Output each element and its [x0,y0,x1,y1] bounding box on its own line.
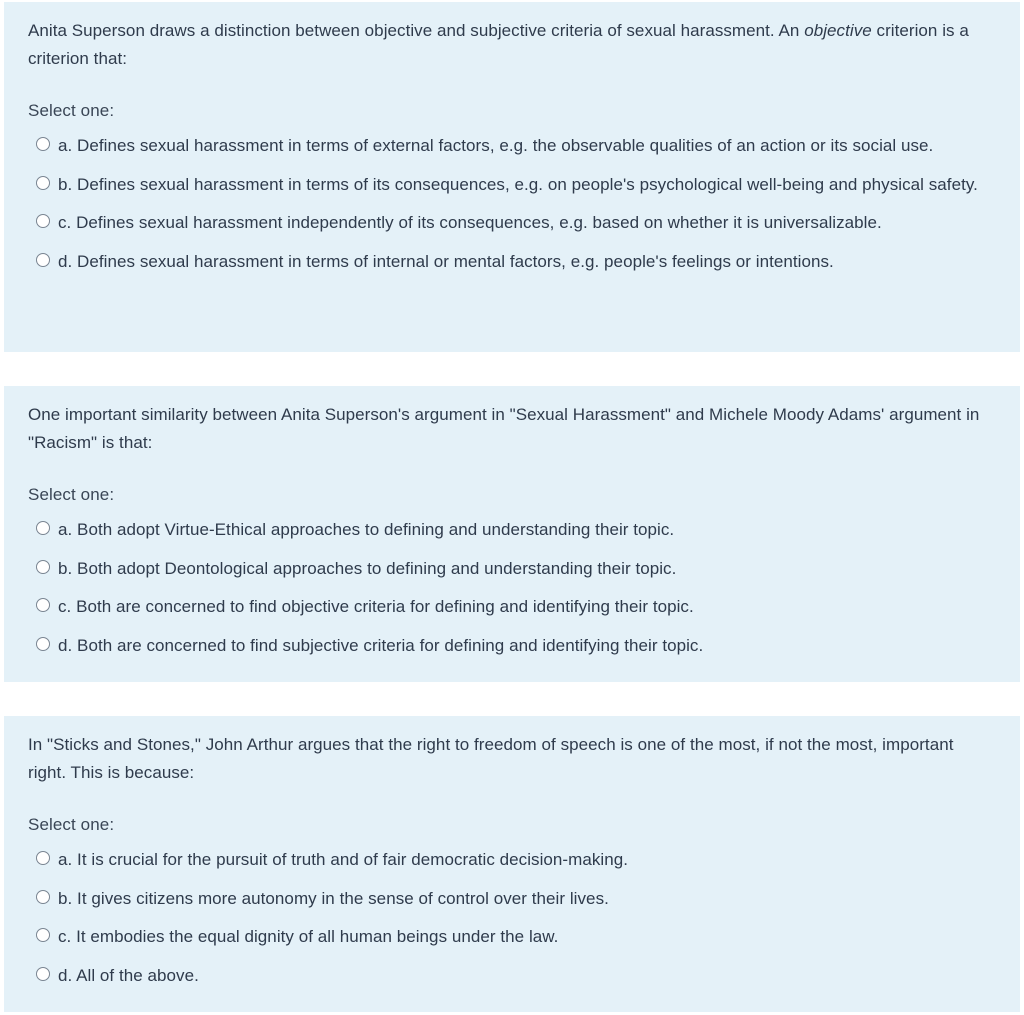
answer-label[interactable]: d. All of the above. [58,965,199,985]
question-text-part: Anita Superson draws a distinction between objective and subjective criteria of sexual harassment. An [28,21,805,40]
answer-option-d[interactable] [28,632,996,660]
answer-option-c[interactable] [28,923,996,951]
answer-option-a[interactable] [28,846,996,874]
question-text [28,2,996,72]
answer-list [28,516,996,659]
radio-button-icon[interactable] [36,137,50,151]
select-one-prompt: Select one: [28,485,115,504]
question-text-part: criterion is a criterion that: [28,21,969,68]
answer-option-c[interactable] [28,209,996,237]
answer-option-a[interactable] [28,132,996,160]
answer-label[interactable]: d. Both are concerned to find subjective criteria for defining and identifying their topic. [58,635,704,655]
select-one-prompt: Select one: [28,101,115,120]
answer-label[interactable]: b. It gives citizens more autonomy in the sense of control over their lives. [58,888,609,908]
answer-option-b[interactable] [28,171,996,199]
radio-button-icon[interactable] [36,967,50,981]
question-text: One important similarity between Anita Superson's argument in "Sexual Harassment" and Michele Moody Adams' argument in "Racism" is that: [28,405,980,452]
answer-option-d[interactable] [28,962,996,990]
radio-button-icon[interactable] [36,214,50,228]
radio-button-icon[interactable] [36,560,50,574]
answer-option-c[interactable] [28,593,996,621]
select-one-prompt: Select one: [28,815,115,834]
question-card-3 [4,716,1020,1012]
answer-list [28,132,996,275]
answer-option-d[interactable] [28,248,996,276]
radio-button-icon[interactable] [36,637,50,651]
answer-label[interactable]: a. It is crucial for the pursuit of truth and of fair democratic decision-making. [58,850,629,869]
radio-button-icon[interactable] [36,890,50,904]
radio-button-icon[interactable] [36,176,50,190]
answer-label[interactable]: c. Defines sexual harassment independently of its consequences, e.g. based on whether it is universalizable. [58,213,882,232]
question-text: In "Sticks and Stones," John Arthur argues that the right to freedom of speech is one of the most, if not the most, important right. This is because: [28,735,954,782]
answer-list [28,846,996,989]
answer-label[interactable]: a. Both adopt Virtue-Ethical approaches to defining and understanding their topic. [58,520,675,539]
question-card-2 [4,386,1020,682]
radio-button-icon[interactable] [36,253,50,267]
answer-label[interactable]: b. Defines sexual harassment in terms of its consequences, e.g. on people's psychological well-being and physical safety. [58,174,978,194]
question-text-emphasis: objective [804,21,872,40]
radio-button-icon[interactable] [36,851,50,865]
answer-option-b[interactable] [28,555,996,583]
radio-button-icon[interactable] [36,598,50,612]
answer-label[interactable]: b. Both adopt Deontological approaches to defining and understanding their topic. [58,558,677,578]
question-card-1 [4,2,1020,352]
answer-label[interactable]: c. It embodies the equal dignity of all human beings under the law. [58,927,559,946]
answer-option-a[interactable] [28,516,996,544]
answer-label[interactable]: a. Defines sexual harassment in terms of external factors, e.g. the observable qualities of an action or its social use. [58,136,934,155]
radio-button-icon[interactable] [36,928,50,942]
answer-label[interactable]: c. Both are concerned to find objective criteria for defining and identifying their topic. [58,597,694,616]
radio-button-icon[interactable] [36,521,50,535]
answer-label[interactable]: d. Defines sexual harassment in terms of internal or mental factors, e.g. people's feelings or intentions. [58,251,834,271]
answer-option-b[interactable] [28,885,996,913]
